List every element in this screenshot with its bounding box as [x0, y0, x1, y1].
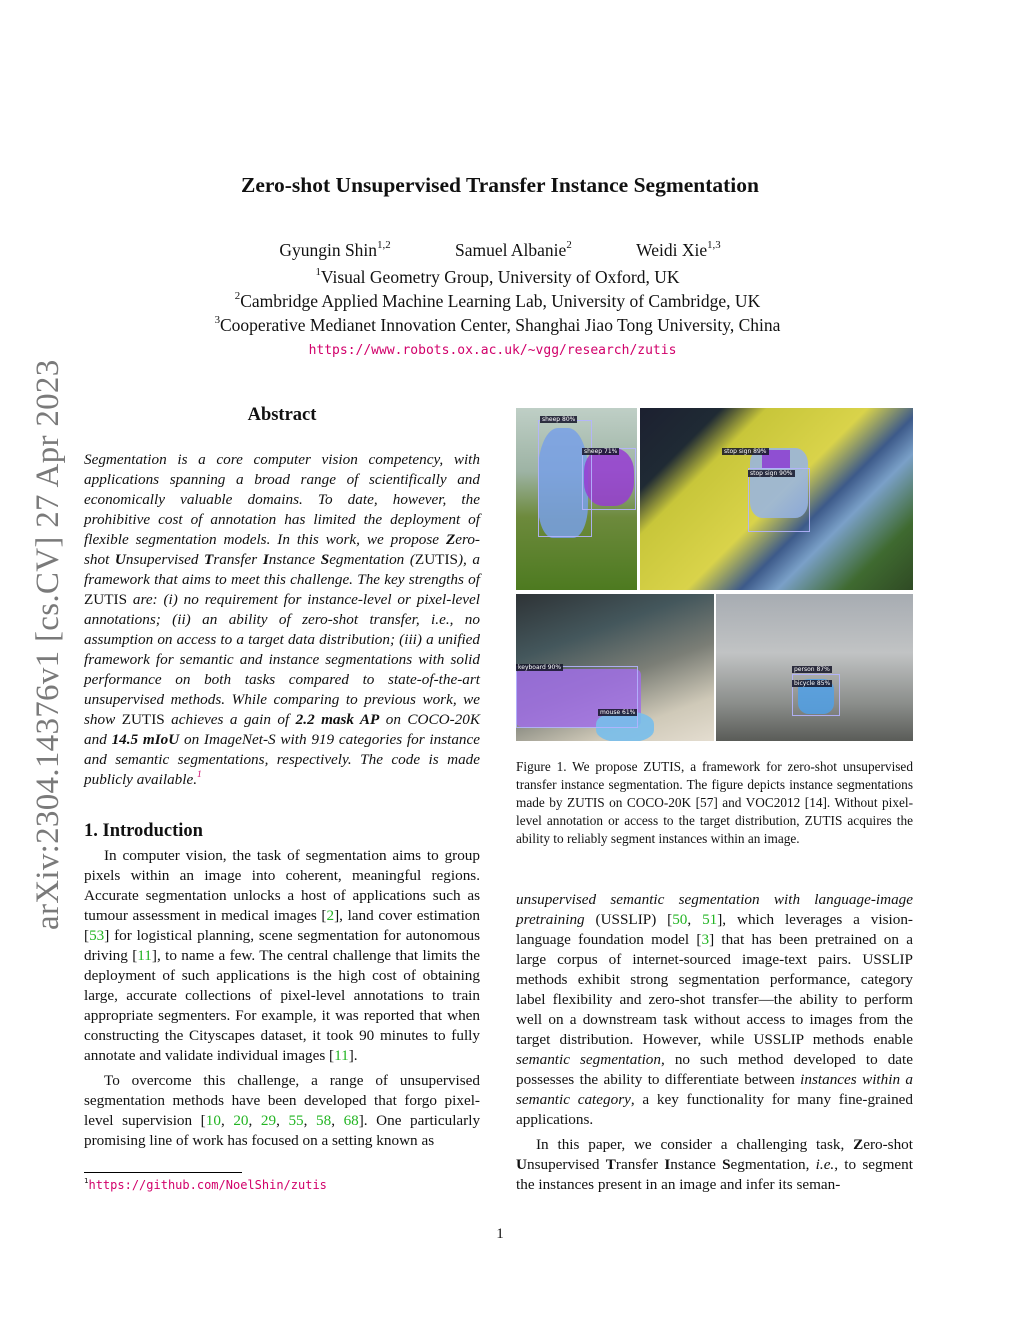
detection-label: stop sign 90%	[750, 470, 793, 477]
footnote: $^1$https://github.com/NoelShin/zutis	[84, 1175, 327, 1192]
affiliation: $^2$Cambridge Applied Machine Learning Lab, University of Cambridge, UK	[234, 289, 761, 311]
paper-title: Zero-shot Unsupervised Transfer Instance Segmentation	[240, 173, 759, 197]
street-image	[640, 408, 913, 590]
footnote-link[interactable]: https://github.com/NoelShin/zutis	[88, 1178, 327, 1192]
detection-label: person 87%	[794, 666, 830, 673]
intro-body	[84, 846, 480, 1156]
abstract-heading: Abstract	[247, 405, 317, 425]
detection-label: stop sign 89%	[724, 448, 767, 455]
detection-label: mouse 61%	[600, 709, 636, 716]
paragraph: In computer vision, the task of segmentation aims to group pixels within an image into coherent, meaningful regions. Accurate segmentation unlocks a host of applications such as tumour assessment in medical images [2], land cover estimation [53] for logistical planning, scene segmentation for autonomous driving [11], to name a few. The central challenge that limits the deployment of such applications is the high cost of obtaining large, accurate collections of pixel-level annotations to train appropriate segmenters. For example, it was reported that when constructing the Cityscapes dataset, it took 90 minutes to fully annotate and validate individual images [11].	[84, 847, 480, 1064]
affiliation: $^1$Visual Geometry Group, University of Oxford, UK	[315, 265, 680, 287]
sheep-image	[516, 408, 637, 590]
footnote-rule	[84, 1172, 242, 1173]
detection-label: sheep 71%	[584, 448, 618, 455]
author: Gyungin Shin$^{1,2}$	[279, 238, 391, 260]
project-url-link[interactable]: https://www.robots.ox.ac.uk/~vgg/research/zutis	[308, 343, 677, 358]
affiliation: $^3$Cooperative Medianet Innovation Center, Shanghai Jiao Tong University, China	[214, 313, 781, 335]
page-number: 1	[496, 1226, 504, 1242]
building-image	[716, 594, 913, 741]
detection-label: keyboard 90%	[518, 664, 562, 671]
paragraph: unsupervised semantic segmentation with language-image pretraining (USSLIP) [50, 51], which leverages a vision-language foundation model [3] that has been pretrained on a large corpus of internet-sourced image-text pairs. USSLIP methods exhibit strong segmentation performance, category label flexibility and zero-shot transfer—the ability to perform well on a downstream task without access to images from the target distribution. However, while USSLIP methods enable semantic segmentation, no such method developed to date possesses the ability to differentiate between instances within a semantic category, a key functionality for many fine-grained applications.	[516, 891, 914, 1128]
detection-label: sheep 80%	[542, 416, 576, 423]
author: Weidi Xie$^{1,3}$	[636, 238, 721, 260]
paragraph: In this paper, we consider a challenging task, Zero-shot Unsupervised Transfer Instance Segmentation, i.e., to segment the instances present in an image and infer its seman-	[516, 1136, 913, 1193]
paragraph: To overcome this challenge, a range of unsupervised segmentation methods have been developed that forgo pixel-level supervision [10, 20, 29, 55, 58, 68]. One particularly promising line of work has focused on a setting known as	[84, 1072, 481, 1149]
right-column-body	[516, 890, 913, 1200]
keyboard-image	[516, 594, 714, 741]
author: Samuel Albanie$^2$	[455, 238, 572, 260]
arxiv-stamp: arXiv:2304.14376v1 [cs.CV] 27 Apr 2023	[30, 359, 66, 930]
detection-label: bicycle 85%	[794, 680, 831, 687]
abstract-body: Segmentation is a core computer vision competency, with applications spanning a broad range of scientifically and economically valuable domains. To date, however, the prohibitive cost of annotation has limited the deployment of flexible segmentation models. In this work, we propose Zero-shot Unsupervised Transfer Instance Segmentation (ZUTIS), a framework that aims to meet this challenge. The key strengths of ZUTIS are: (i) no requirement for instance-level or pixel-level annotations; (ii) an ability of zero-shot transfer, i.e., no assumption on access to a target data distribution; (iii) a unified framework for semantic and instance segmentations with solid performance on both tasks compared to state-of-the-art unsupervised methods. While comparing to previous work, we show ZUTIS achieves a gain of 2.2 mask AP on COCO-20K and 14.5 mIoU on ImageNet-S with 919 categories for instance and semantic segmentations, respectively. The code is made publicly available.$^1$	[84, 451, 481, 788]
figure-caption: Figure 1. We propose ZUTIS, a framework for zero-shot unsupervised transfer instance segmentation. The figure depicts instance segmentations made by ZUTIS on COCO-20K [57] and VOC2012 [14]. Without pixel-level annotation or access to the target distribution, ZUTIS acquires the ability to reliably segment instances within an image.	[516, 759, 913, 846]
author-list	[0, 240, 1000, 261]
section-heading: 1. Introduction	[84, 821, 203, 841]
